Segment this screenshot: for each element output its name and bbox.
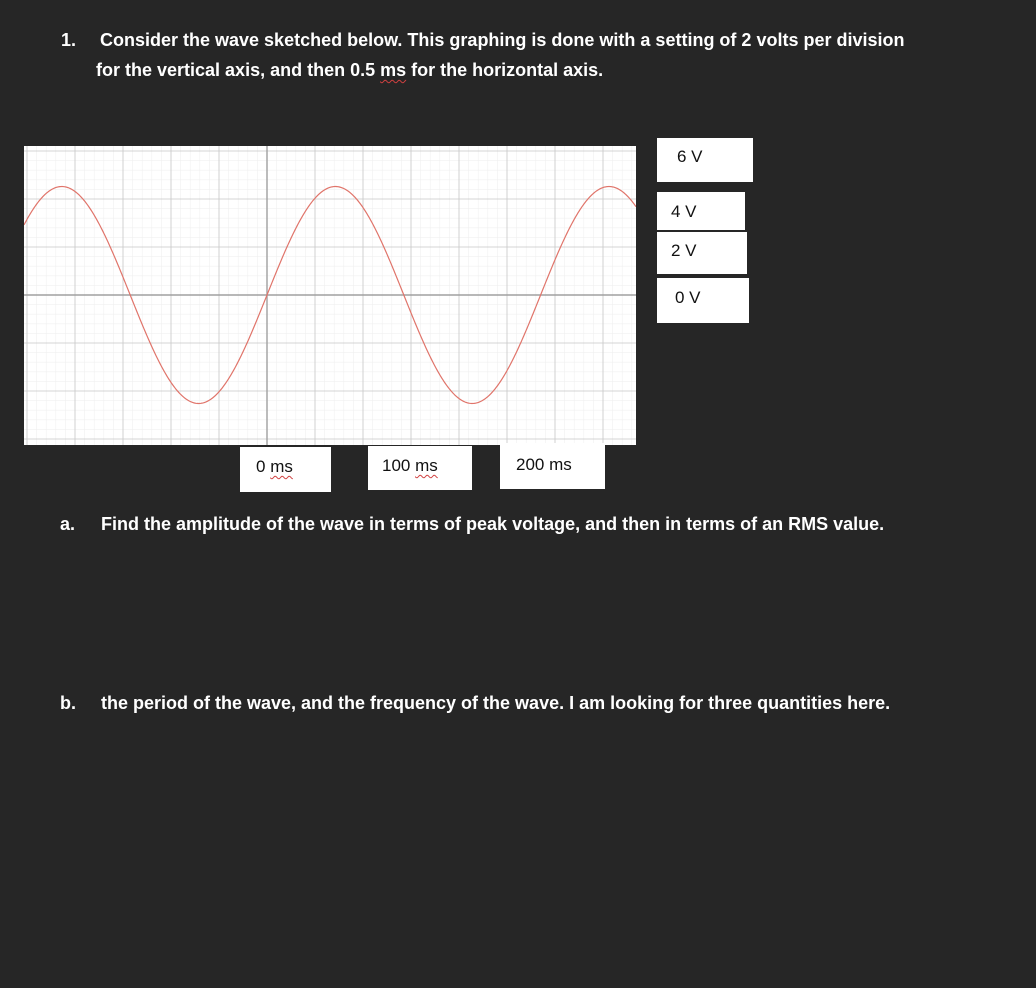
x-label-0ms-value: 0 <box>256 457 266 476</box>
y-label-4v: 4 V <box>657 192 745 230</box>
part-b-text: the period of the wave, and the frequency of the wave. I am looking for three quantities here. <box>101 693 891 713</box>
question-text-line2 <box>96 59 603 81</box>
part-a-text: Find the amplitude of the wave in terms of peak voltage, and then in terms of an RMS value. <box>101 514 885 534</box>
y-label-6v: 6 V <box>657 138 753 182</box>
x-label-100ms <box>368 446 472 490</box>
x-label-100ms-value: 100 <box>382 456 411 475</box>
question-text-line1: Consider the wave sketched below. This graphing is done with a setting of 2 volts per division <box>100 30 905 50</box>
x-label-0ms <box>240 447 331 492</box>
question-number: 1. <box>61 30 77 50</box>
x-label-200ms <box>500 443 605 489</box>
axes <box>24 146 636 445</box>
x-label-0ms-unit: ms <box>270 457 293 476</box>
question-text-line2-start: for the vertical axis, and then 0.5 <box>96 60 381 80</box>
y-label-2v: 2 V <box>657 232 747 274</box>
x-label-200ms-unit: ms <box>549 455 572 474</box>
part-b-marker: b. <box>60 693 76 713</box>
wave-graph <box>24 146 636 445</box>
x-label-100ms-unit: ms <box>415 456 438 475</box>
spellcheck-unit-ms: ms <box>380 60 407 80</box>
y-label-0v: 0 V <box>657 278 749 323</box>
part-a-marker: a. <box>60 514 76 534</box>
x-label-200ms-value: 200 <box>516 455 545 474</box>
question-text-line2-end: for the horizontal axis. <box>406 60 604 80</box>
